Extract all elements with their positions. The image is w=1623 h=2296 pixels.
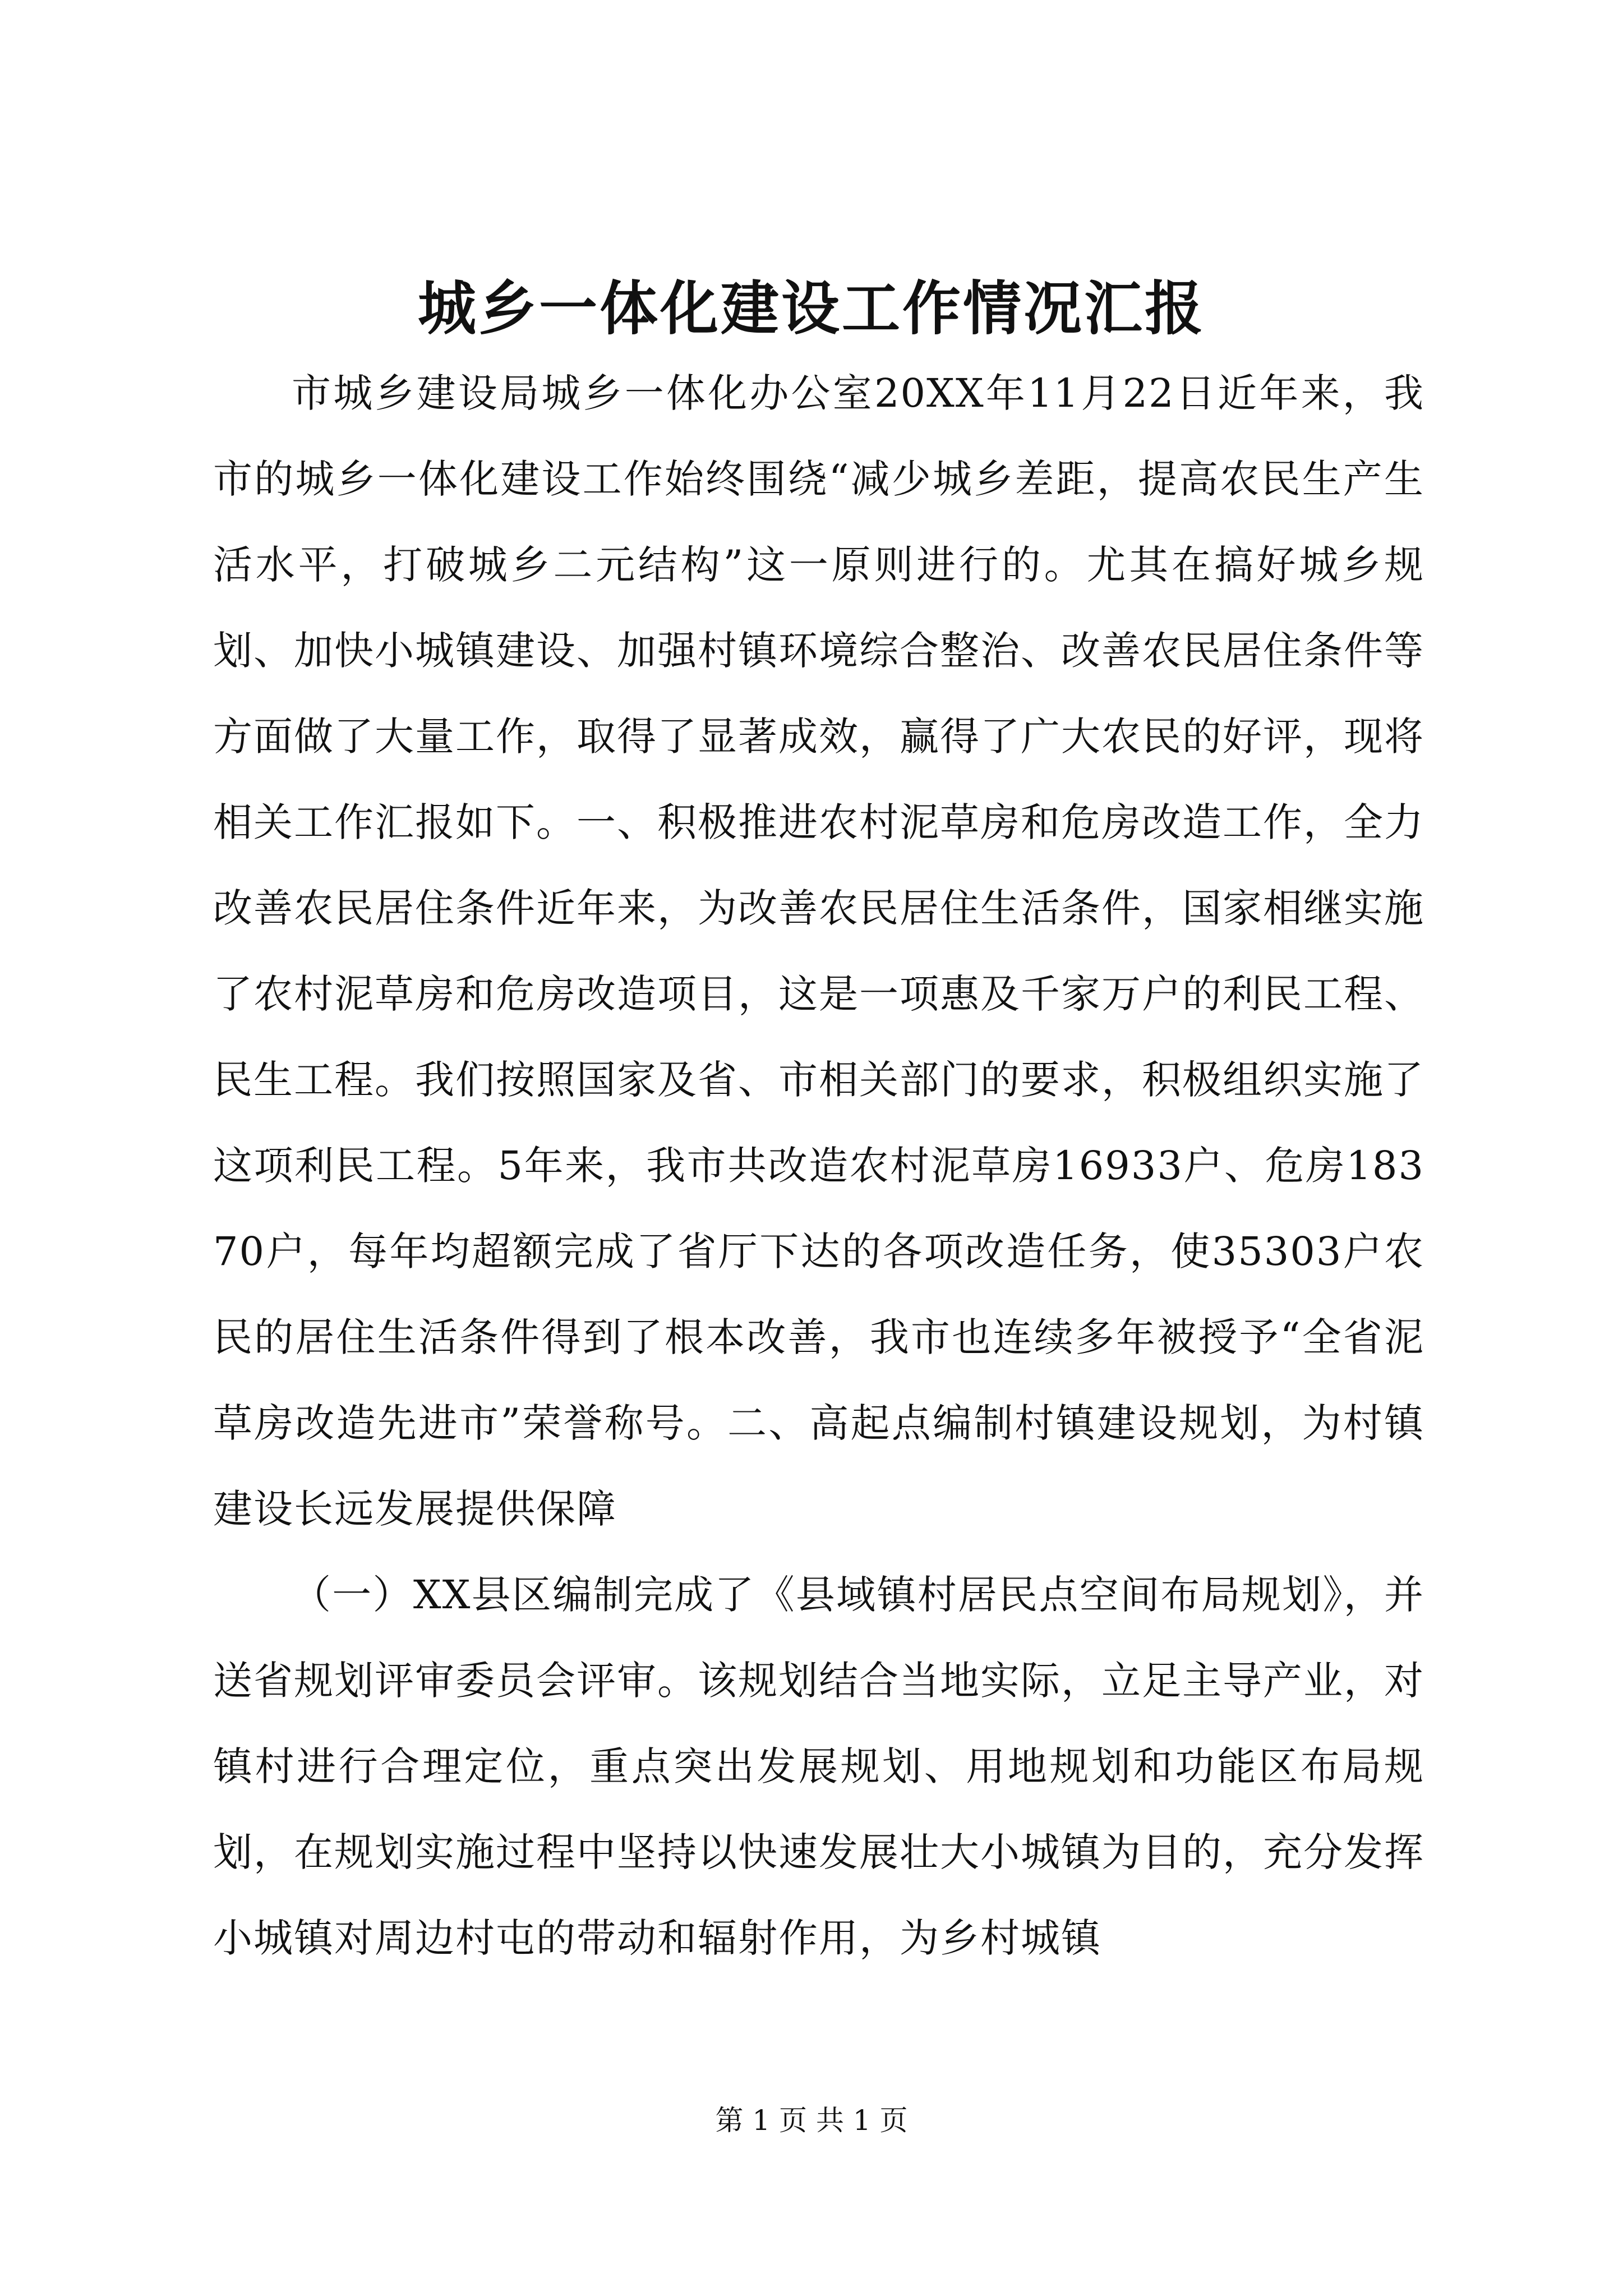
document-title: 城乡一体化建设工作情况汇报 (417, 274, 1205, 343)
paragraph: 市城乡建设局城乡一体化办公室20XX年11月22日近年来，我市的城乡一体化建设工作始终围绕“减少城乡差距，提高农民生产生活水平，打破城乡二元结构”这一原则进行的。尤其在搞好城乡规划、加快小城镇建设、加强村镇环境综合整治、改善农民居住条件等方面做了大量工作，取得了显著成效，赢得了广大农民的好评，现将相关工作汇报如下。一、积极推进农村泥草房和危房改造工作，全力改善农民居住条件近年来，为改善农民居住生活条件，国家相继实施了农村泥草房和危房改造项目，这是一项惠及千家万户的利民工程、民生工程。我们按照国家及省、市相关部门的要求，积极组织实施了这项利民工程。5年来，我市共改造农村泥草房16933户、危房18370户，每年均超额完成了省厅下达的各项改造任务，使35303户农民的居住生活条件得到了根本改善，我市也连续多年被授予“全省泥草房改造先进市”荣誉称号。二、高起点编制村镇建设规划，为村镇建设长远发展提供保障 (213, 370, 1424, 1532)
document-body (213, 351, 1424, 1981)
paragraph: （一）XX县区编制完成了《县域镇村居民点空间布局规划》，并送省规划评审委员会评审。该规划结合当地实际，立足主导产业，对镇村进行合理定位，重点突出发展规划、用地规划和功能区布局规划，在规划实施过程中坚持以快速发展壮大小城镇为目的，充分发挥小城镇对周边村屯的带动和辐射作用，为乡村城镇 (213, 1572, 1424, 1961)
page-footer: 第 1 页 共 1 页 (715, 2104, 908, 2137)
